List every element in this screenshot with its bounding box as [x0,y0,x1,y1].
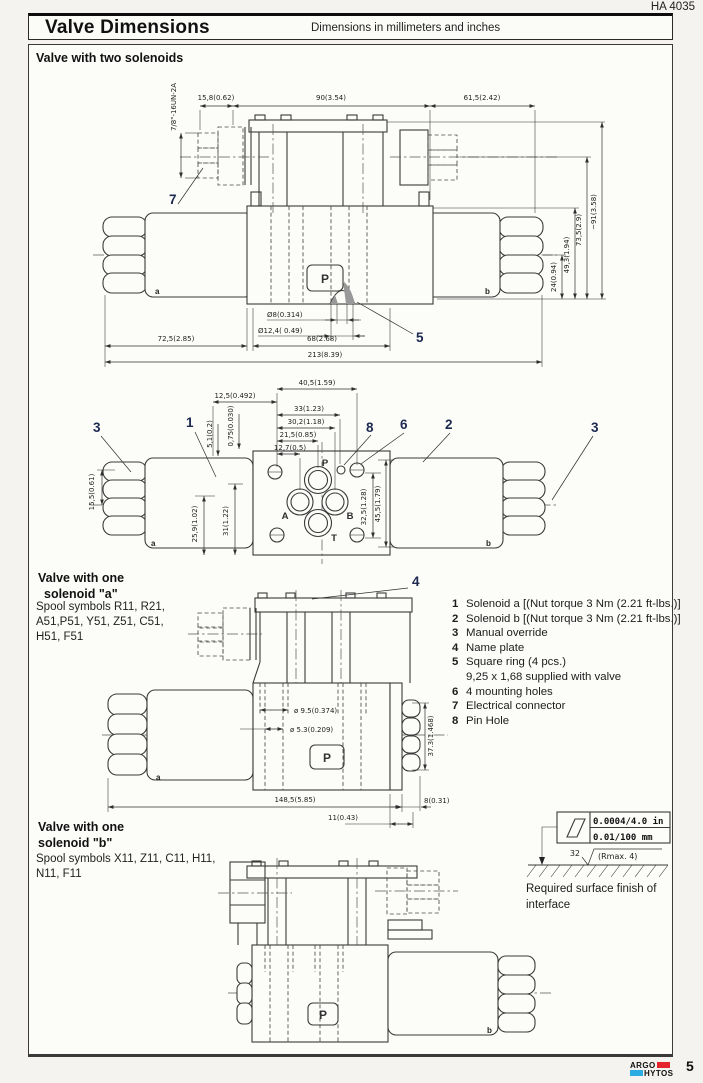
legend-text: Electrical connector [466,700,566,713]
dim-label: 5,1(0.2) [206,420,214,448]
mark-b: b [485,287,490,296]
legend-num: 4 [452,641,459,654]
solenoid-a-body [147,690,253,780]
dim-label: 72,5(2.85) [157,335,195,343]
legend-text: Solenoid b [(Nut torque 3 Nm (2.21 ft-lbs.)] [466,612,681,625]
doc-reference: HA 4035 [650,1,695,13]
solenoid-a-body [145,458,253,548]
brand-argo: ARGO [630,1060,656,1070]
dim-label: 68(2.68) [307,335,337,343]
solenoid-b-body [390,458,503,548]
knurl-nut-right [501,462,545,535]
legend-text: Pin Hole [466,714,510,727]
knurl-nut-left [108,694,147,775]
dim-label: 45,5(1.79) [374,485,382,523]
valve-body [253,683,390,790]
section-line2: solenoid "b" [38,836,113,850]
flatness-inch: 0.0004/4.0 in [593,817,664,827]
dim-label: 8(0.31) [424,797,450,805]
dim-label: 25,9(1.02) [191,505,199,543]
legend-item [452,685,692,700]
dim-label: 21,5(0.85) [279,431,317,439]
dim-row-top [198,94,535,213]
dim-label: 12,5(0.492) [214,392,256,400]
end-ring [402,700,420,771]
solenoid-b-body [388,952,498,1035]
legend-text: Square ring (4 pcs.) [466,656,567,669]
electrical-connector-block [218,862,292,945]
dim-label: Ø12,4( 0.49) [258,327,303,335]
connector-rail [253,590,412,690]
spool-line: A51,P51, Y51, Z51, C51, [36,616,164,628]
dim-label: ø 5.3(0.209) [290,726,334,734]
port-b-label: B [346,511,354,522]
section-line2: solenoid "a" [44,587,118,601]
drawing-one-solenoid-b [180,858,580,1048]
valve-body [247,206,433,304]
dim-label: 15,8(0.62) [197,94,235,102]
dim-label: 73,5(2.9) [575,213,583,247]
section-one-solenoid-b [38,819,124,851]
mark-b: b [487,1026,492,1035]
callout-7: 7 [169,192,177,207]
dim-label: 33(1.23) [294,405,324,413]
drawing-one-solenoid-a [100,572,460,838]
legend-num: 3 [452,627,459,640]
end-plate [390,683,402,790]
legend-num: 8 [452,714,459,727]
dim-small-verticals [206,405,239,456]
name-plate-letter: P [322,751,332,765]
legend-num: 5 [452,656,459,669]
port-t-label: T [331,533,337,544]
port-p-label: P [321,458,329,469]
brand-hytos: HYTOS [644,1068,674,1078]
legend-list [452,597,692,728]
port-a-label: A [281,511,289,522]
mark-a: a [156,773,161,782]
dim-label: 11(0.43) [328,814,358,822]
legend-num: 6 [452,685,459,698]
callout-6: 6 [400,417,408,432]
mark-a: a [151,539,156,548]
page-number: 5 [686,1058,694,1074]
rmax-value: (Rmax. 4) [598,852,638,861]
leader-4 [312,588,408,599]
brand-logo [630,1061,673,1077]
legend-item [452,641,692,656]
dim-label: ø 9.5(0.374) [294,707,338,715]
leader-7 [178,168,203,204]
dim-label: 61,5(2.42) [463,94,501,102]
brand-red-block [657,1062,670,1068]
coil-nut-hidden [375,868,458,939]
legend-item [452,699,692,714]
dim-label: Ø8(0.314) [267,311,303,319]
spool-line: N11, F11 [36,868,82,880]
dim-label: 90(3.54) [316,94,346,102]
legend-item [452,626,692,641]
dim-label: 40,5(1.59) [298,379,336,387]
dim-label: 49,3(1.94) [563,236,571,274]
drawing-top-view [85,372,615,572]
roughness-value: 32 [569,849,580,858]
spool-line: Spool symbols X11, Z11, C11, H11, [36,853,216,865]
callout-5: 5 [416,330,424,345]
finish-caption-1: Required surface finish of [526,883,657,895]
knurl-nut-left [103,217,147,293]
dim-label: ~91(3.58) [590,194,598,230]
spool-line: Spool symbols R11, R21, [36,601,165,613]
flatness-icon [567,819,585,837]
knurl-nut-right [498,956,535,1032]
legend-text: 4 mounting holes [466,685,553,698]
callout-8: 8 [366,420,374,435]
legend-item [452,597,692,612]
legend-item-cont: 9,25 x 1,68 supplied with valve [466,670,622,683]
flatness-mm: 0.01/100 mm [593,833,653,843]
dim-row-bottom [105,295,542,367]
callout-3-left: 3 [93,420,101,435]
dim-label: 12,7(0.5) [273,444,307,452]
section-line1: Valve with one [38,571,125,585]
leader-5 [357,302,413,334]
section-two-solenoids: Valve with two solenoids [36,51,184,65]
callout-4: 4 [412,574,420,589]
electrical-connector-right [390,130,557,185]
dim-label: 24(0.94) [550,262,558,292]
solenoid-a-body [145,213,253,297]
dim-label: 31(1.22) [222,506,230,536]
brand-cyan-block [630,1070,643,1076]
legend-item [452,714,692,729]
knurl-nut-right [499,217,543,293]
legend-item [452,655,692,670]
legend-text: Name plate [466,641,525,654]
legend-text: Manual override [466,627,548,640]
dim-label: 213(8.39) [307,351,343,359]
electrical-connector-left [180,127,270,185]
legend-num: 2 [452,612,459,625]
section-line1: Valve with one [38,820,125,834]
legend-text: Solenoid a [(Nut torque 3 Nm (2.21 ft-lbs.)] [466,598,681,610]
electrical-connector [188,608,262,660]
dim-label: 30,2(1.18) [287,418,325,426]
name-plate-letter: P [318,1008,328,1022]
knurl-nut-left [103,462,147,535]
spool-line: H51, F51 [36,631,84,643]
legend-num: 7 [452,700,459,713]
leader [542,827,557,859]
dim-ring [258,311,365,336]
dim-label: 15,5(0.61) [88,473,96,511]
dim-label: 148,5(5.85) [274,796,316,804]
name-plate-letter: P [320,272,330,286]
callout-3-right: 3 [591,420,599,435]
drawing-two-solenoids [85,80,615,372]
page-subtitle: Dimensions in millimeters and inches [311,22,501,34]
page-title: Valve Dimensions [45,17,210,38]
connector-rail [249,115,387,215]
body-screws [251,192,429,206]
finish-caption-2: interface [526,899,571,911]
legend-item [452,612,692,627]
dim-thread: 7/8"-16UN-2A [170,82,178,132]
dim-label: 32,5(1.28) [360,488,368,526]
mark-b: b [486,539,491,548]
dim-label: 0,75(0.030) [227,405,235,447]
dim-label: 37.3(1.468) [427,715,435,757]
mark-a: a [155,287,160,296]
legend-num: 1 [452,598,459,610]
callout-2: 2 [445,417,453,432]
end-nut-left [237,963,252,1024]
header-box [28,13,673,40]
callout-1: 1 [186,415,194,430]
